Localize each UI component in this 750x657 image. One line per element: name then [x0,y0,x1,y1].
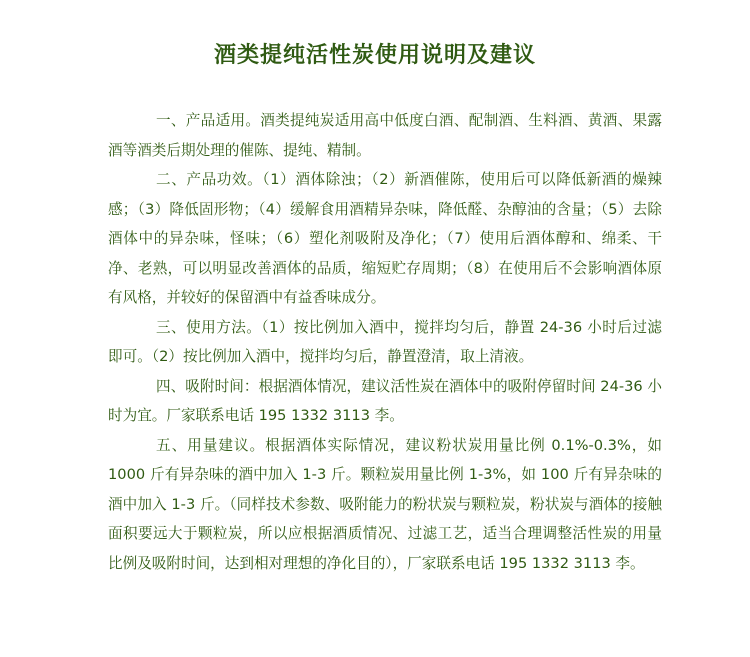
document-body [108,106,662,578]
document-title: 酒类提纯活性炭使用说明及建议 [213,43,536,68]
paragraph-dosage-advice: 五、用量建议。根据酒体实际情况，建议粉状炭用量比例 0.1%-0.3%，如 1000 斤有异杂味的酒中加入 1-3 斤。颗粒炭用量比例 1-3%，如 100 斤有异杂味的酒中加入 1-3 斤。（同样技术参数、吸附能力的粉状炭与颗粒炭，粉状炭与酒体的接触面积要远大于颗粒炭，所以应根据酒质情况、过滤工艺，适当合理调整活性炭的用量比例及吸附时间，达到相对理想的净化目的），厂家联系电话 195 1332 3113 李。 [108,436,662,572]
paragraph-adsorption-time: 四、吸附时间：根据酒体情况，建议活性炭在酒体中的吸附停留时间 24-36 小时为宜。厂家联系电话 195 1332 3113 李。 [108,377,662,424]
paragraph-usage-method: 三、使用方法。（1）按比例加入酒中，搅拌均匀后，静置 24-36 小时后过滤即可。（2）按比例加入酒中，搅拌均匀后，静置澄清，取上清液。 [108,318,662,365]
paragraph-product-usage: 一、产品适用。酒类提纯炭适用高中低度白酒、配制酒、生料酒、黄酒、果露酒等酒类后期处理的催陈、提纯、精制。 [108,112,662,159]
paragraph-product-efficacy: 二、产品功效。（1）酒体除浊；（2）新酒催陈，使用后可以降低新酒的燥辣感；（3）降低固形物；（4）缓解食用酒精异杂味，降低醛、杂醇油的含量；（5）去除酒体中的异杂味，怪味；（6）塑化剂吸附及净化；（7）使用后酒体醇和、绵柔、干净、老熟，可以明显改善酒体的品质，缩短贮存周期；（8）在使用后不会影响酒体原有风格，并较好的保留酒中有益香味成分。 [108,171,662,306]
